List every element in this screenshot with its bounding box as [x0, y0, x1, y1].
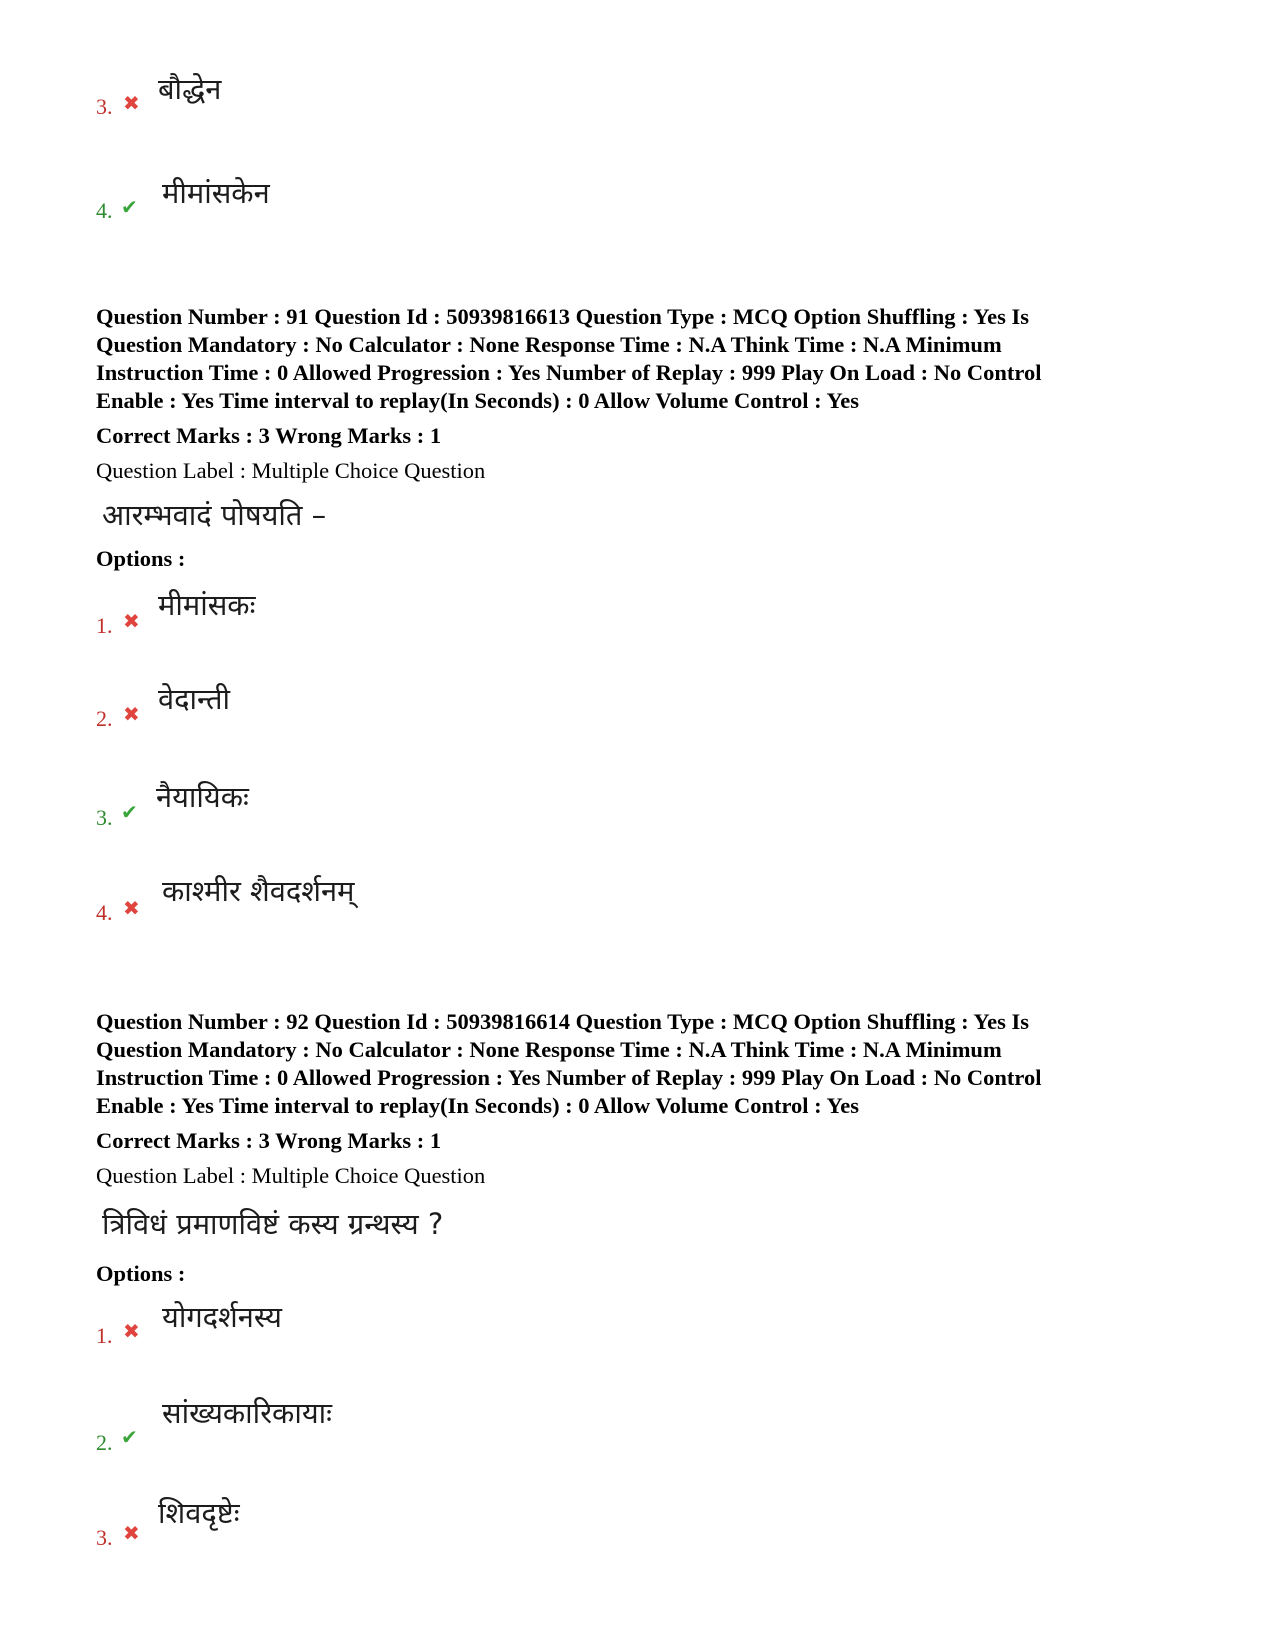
option-number: 3. — [96, 805, 113, 830]
question-meta: Question Number : 92 Question Id : 50939816614 Question Type : MCQ Option Shuffling : Yes Is Question Mandatory : No Calculator : None Response Time : N.A Think Time : N.A Minimum Instruction Time : 0 Allowed Progression : Yes Number of Replay : 999 Play On Load : No Control Enable : Yes Time interval to replay(In Seconds) : 0 Allow Volume Control : Yes — [96, 1009, 1042, 1118]
option-text: वेदान्ती — [158, 682, 231, 716]
options-heading: Options : — [96, 1261, 186, 1286]
option-text: काश्मीर शैवदर्शनम् — [162, 874, 355, 908]
question-marks: Correct Marks : 3 Wrong Marks : 1 — [96, 423, 442, 448]
question-text: आरम्भवादं पोषयति – — [102, 498, 327, 532]
cross-icon: ✖ — [123, 702, 140, 726]
option-number: 3. — [96, 1525, 113, 1550]
option-text: बौद्धेन — [158, 72, 222, 106]
question-text: त्रिविधं प्रमाणविष्टं कस्य ग्रन्थस्य ? — [102, 1207, 444, 1241]
option-number: 1. — [96, 1323, 113, 1348]
option-number: 2. — [96, 706, 113, 731]
check-icon: ✔ — [121, 1425, 138, 1449]
option-text: नैयायिकः — [156, 780, 249, 814]
cross-icon: ✖ — [123, 1521, 140, 1545]
options-heading: Options : — [96, 546, 186, 571]
cross-icon: ✖ — [123, 896, 140, 920]
option-text: मीमांसकेन — [162, 176, 270, 210]
option-text: सांख्यकारिकायाः — [162, 1396, 333, 1430]
option-text: योगदर्शनस्य — [162, 1300, 282, 1334]
option-text: मीमांसकः — [158, 588, 256, 622]
cross-icon: ✖ — [123, 1319, 140, 1343]
cross-icon: ✖ — [123, 91, 140, 115]
check-icon: ✔ — [121, 800, 138, 824]
option-number: 1. — [96, 613, 113, 638]
option-number: 3. — [96, 94, 113, 119]
option-number: 4. — [96, 198, 113, 223]
question-meta: Question Number : 91 Question Id : 50939816613 Question Type : MCQ Option Shuffling : Yes Is Question Mandatory : No Calculator : None Response Time : N.A Think Time : N.A Minimum Instruction Time : 0 Allowed Progression : Yes Number of Replay : 999 Play On Load : No Control Enable : Yes Time interval to replay(In Seconds) : 0 Allow Volume Control : Yes — [96, 304, 1042, 413]
cross-icon: ✖ — [123, 609, 140, 633]
question-marks: Correct Marks : 3 Wrong Marks : 1 — [96, 1128, 442, 1153]
question-label: Question Label : Multiple Choice Question — [96, 458, 486, 483]
option-number: 4. — [96, 900, 113, 925]
question-label: Question Label : Multiple Choice Question — [96, 1163, 486, 1188]
option-number: 2. — [96, 1430, 113, 1455]
option-text: शिवदृष्टेः — [158, 1496, 240, 1530]
check-icon: ✔ — [121, 195, 138, 219]
